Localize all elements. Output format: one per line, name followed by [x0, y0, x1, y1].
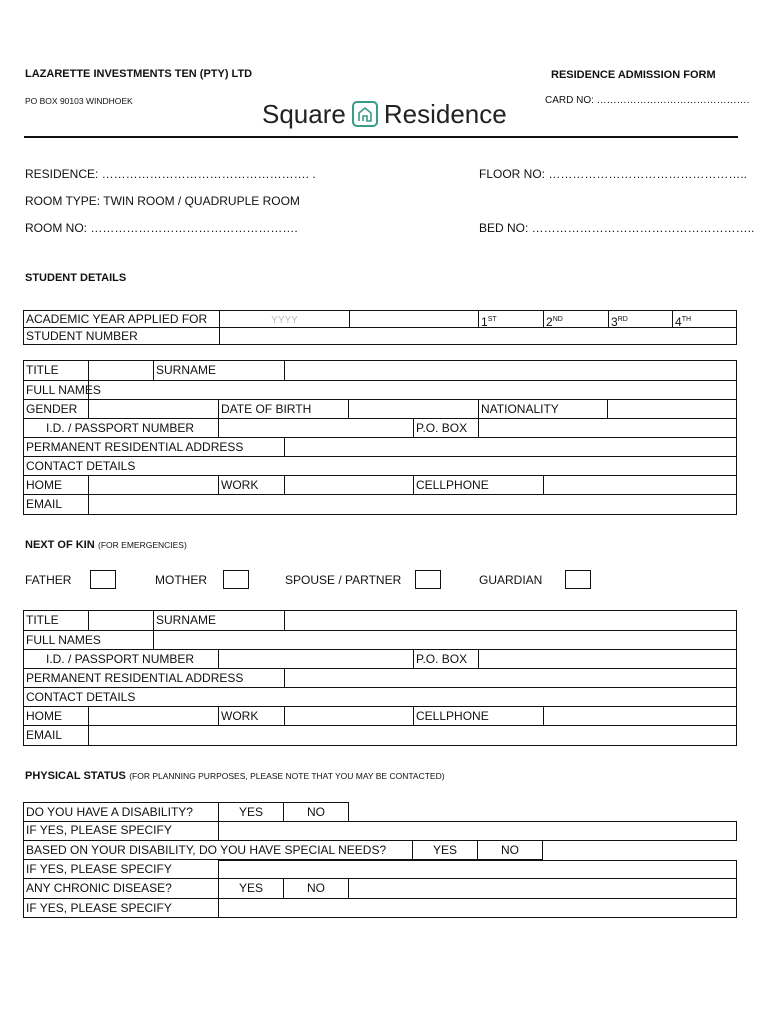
student-details-heading: STUDENT DETAILS [25, 272, 127, 284]
disability-row [23, 802, 349, 822]
gender-input[interactable] [89, 400, 219, 419]
physical-status-heading: PHYSICAL STATUS (FOR PLANNING PURPOSES, PLEASE NOTE THAT YOU MAY BE CONTACTED) [25, 770, 445, 782]
kin-id-input[interactable] [219, 650, 414, 669]
special-needs-question: BASED ON YOUR DISABILITY, DO YOU HAVE SPECIAL NEEDS? [24, 841, 413, 860]
logo-text-left: Square [262, 98, 346, 129]
room-no-field[interactable]: ROOM NO: ……………………………………………. [25, 221, 298, 235]
kin-work-label: WORK [219, 707, 285, 726]
kin-address-label: PERMANENT RESIDENTIAL ADDRESS [24, 669, 285, 688]
disability-specify-row [23, 821, 737, 841]
special-needs-specify-label: IF YES, PLEASE SPECIFY [24, 860, 219, 879]
cellphone-input[interactable] [544, 476, 737, 495]
company-po-box: PO BOX 90103 WINDHOEK [25, 96, 133, 106]
year-placeholder: YYYY [271, 315, 298, 326]
academic-year-input[interactable] [220, 311, 350, 328]
room-type-field[interactable]: ROOM TYPE: TWIN ROOM / QUADRUPLE ROOM [25, 194, 300, 208]
special-needs-specify-input[interactable] [219, 860, 737, 879]
po-box-label: P.O. BOX [414, 419, 479, 438]
chronic-specify-row [23, 899, 737, 918]
kin-guardian-checkbox[interactable] [565, 570, 591, 589]
kin-home-input[interactable] [89, 707, 219, 726]
full-names-label: FULL NAMES [24, 381, 89, 400]
kin-po-box-label: P.O. BOX [414, 650, 479, 669]
disability-question: DO YOU HAVE A DISABILITY? [24, 803, 219, 822]
po-box-input[interactable] [479, 419, 737, 438]
id-passport-label: I.D. / PASSPORT NUMBER [24, 419, 219, 438]
logo-text-right: Residence [383, 98, 507, 129]
special-needs-row [23, 841, 543, 860]
title-label: TITLE [24, 361, 89, 381]
email-label: EMAIL [24, 495, 89, 515]
house-icon [352, 101, 378, 127]
kin-email-label: EMAIL [24, 726, 89, 746]
contact-details-label: CONTACT DETAILS [24, 457, 737, 476]
floor-field[interactable]: FLOOR NO: ………………………………………….. [479, 167, 748, 181]
special-needs-specify-row [23, 860, 737, 879]
kin-option-spouse-label: SPOUSE / PARTNER [285, 573, 402, 587]
chronic-extra[interactable] [349, 879, 737, 899]
year-option-2[interactable]: 2ND [544, 311, 609, 328]
student-info-table [23, 360, 737, 515]
special-needs-no[interactable]: NO [478, 841, 543, 860]
year-option-3[interactable]: 3RD [609, 311, 673, 328]
work-label: WORK [219, 476, 285, 495]
kin-po-box-input[interactable] [479, 650, 737, 669]
dob-label: DATE OF BIRTH [219, 400, 349, 419]
kin-surname-input[interactable] [285, 611, 737, 631]
chronic-no[interactable]: NO [284, 879, 349, 899]
student-number-label: STUDENT NUMBER [24, 328, 220, 345]
kin-contact-label: CONTACT DETAILS [24, 688, 737, 707]
dob-input[interactable] [349, 400, 479, 419]
kin-work-input[interactable] [285, 707, 414, 726]
cellphone-label: CELLPHONE [414, 476, 544, 495]
academic-table [23, 310, 737, 345]
bed-no-field[interactable]: BED NO: ……………………………………………….. [479, 221, 755, 235]
academic-year-extra[interactable] [350, 311, 479, 328]
year-option-4[interactable]: 4TH [673, 311, 737, 328]
next-of-kin-heading: NEXT OF KIN (FOR EMERGENCIES) [25, 539, 187, 551]
chronic-specify-input[interactable] [219, 899, 737, 918]
kin-cellphone-label: CELLPHONE [414, 707, 544, 726]
residence-field[interactable]: RESIDENCE: ……………………………………………. . [25, 167, 316, 181]
kin-id-label: I.D. / PASSPORT NUMBER [24, 650, 219, 669]
kin-title-input[interactable] [89, 611, 154, 631]
home-input[interactable] [89, 476, 219, 495]
card-number[interactable]: CARD NO: ………………………………………. [545, 95, 750, 106]
student-number-input[interactable] [220, 328, 737, 345]
disability-no[interactable]: NO [284, 803, 349, 822]
work-input[interactable] [285, 476, 414, 495]
kin-option-father-label: FATHER [25, 573, 72, 587]
id-passport-input[interactable] [219, 419, 414, 438]
company-name: LAZARETTE INVESTMENTS TEN (PTY) LTD [25, 68, 253, 80]
kin-spouse-checkbox[interactable] [415, 570, 441, 589]
nationality-input[interactable] [608, 400, 737, 419]
kin-surname-label: SURNAME [154, 611, 285, 631]
chronic-question: ANY CHRONIC DISEASE? [24, 879, 219, 899]
address-label: PERMANENT RESIDENTIAL ADDRESS [24, 438, 285, 457]
kin-home-label: HOME [24, 707, 89, 726]
academic-year-label: ACADEMIC YEAR APPLIED FOR [24, 311, 220, 328]
year-option-1[interactable]: 1ST [479, 311, 544, 328]
special-needs-yes[interactable]: YES [413, 841, 478, 860]
home-label: HOME [24, 476, 89, 495]
email-input[interactable] [89, 495, 737, 515]
kin-option-mother-label: MOTHER [155, 573, 207, 587]
chronic-specify-label: IF YES, PLEASE SPECIFY [24, 899, 219, 918]
brand-logo [262, 98, 507, 130]
gender-label: GENDER [24, 400, 89, 419]
address-input[interactable] [285, 438, 737, 457]
nationality-label: NATIONALITY [479, 400, 608, 419]
disability-specify-label: IF YES, PLEASE SPECIFY [24, 821, 219, 841]
kin-title-label: TITLE [24, 611, 89, 631]
form-title: RESIDENCE ADMISSION FORM [551, 69, 716, 81]
chronic-yes[interactable]: YES [219, 879, 284, 899]
kin-full-names-label: FULL NAMES [24, 631, 154, 650]
kin-address-input[interactable] [285, 669, 737, 688]
kin-cellphone-input[interactable] [544, 707, 737, 726]
kin-option-guardian-label: GUARDIAN [479, 573, 543, 587]
kin-email-input[interactable] [89, 726, 737, 746]
kin-father-checkbox[interactable] [90, 570, 116, 589]
chronic-row [23, 879, 737, 899]
kin-full-names-input[interactable] [154, 631, 737, 650]
surname-input[interactable] [285, 361, 737, 381]
header-divider [24, 136, 738, 138]
disability-yes[interactable]: YES [219, 803, 284, 822]
full-names-input[interactable] [89, 381, 737, 400]
kin-mother-checkbox[interactable] [223, 570, 249, 589]
disability-specify-input[interactable] [219, 821, 737, 841]
surname-label: SURNAME [154, 361, 285, 381]
kin-info-table [23, 610, 737, 746]
title-input[interactable] [89, 361, 154, 381]
